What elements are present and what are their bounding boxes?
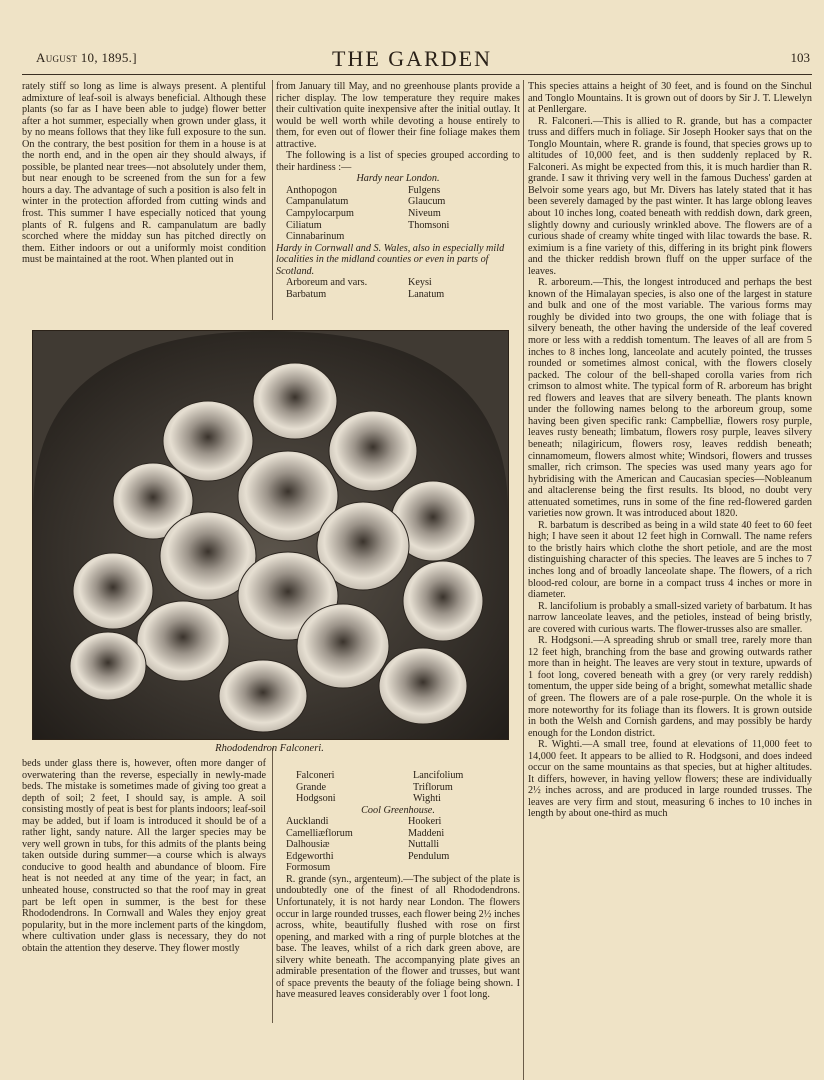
list-item: Maddeni: [408, 827, 445, 839]
list-heading: Hardy in Cornwall and S. Wales, also in especially mild localities in the midland counties or even in parts of Scotland.: [276, 242, 505, 277]
species-list: [276, 770, 520, 805]
list-item: Campylocarpum: [286, 208, 354, 220]
list-item: Formosum: [286, 862, 331, 874]
page-number: 103: [790, 50, 810, 65]
paragraph: R. arboreum.—This, the longest introduced and perhaps the best known of the Himalayan species, is also one of the largest in stature and bulk and one of the most variable. The various forms may roughly be divided into two groups, the one with foliage that is silvery beneath, the other having the underside of the leaf covered more or less with a reddish tomentum. The leaves of all are from 5 inches to 8 inches long, lanceolate and acutely pointed, the trusses rounded or sometimes almost conical, with the flowers closely packed. The colour of the bell-shaped corolla varies from rich crimson to almost white. The typical form of R. arboreum has bright red flowers and leaves that are silvery beneath. The plants known under the following names belong to the arboreum group, some having been given specific rank: Campbelliæ, flowers rosy purple, leaves rusty beneath; limbatum, flowers rosy purple, leaves silvery beneath; nilagiricum, flowers rosy, leaves reddish beneath; cinnamomeum, flowers almost white; Windsori, flowers and trusses smaller, rich crimson. The species was used many years ago for hybridising with the American and Caucasian species—Nobleanum and altaclerense being the first results. Its blood, no doubt very attenuated sometimes, runs in some of the fine red-flowered garden varieties now grown. It was introduced about 1820.: [528, 277, 812, 520]
list-item: Keysi: [408, 277, 432, 289]
species-list: [276, 816, 520, 874]
list-item: Lanatum: [408, 288, 445, 300]
paragraph: R. Falconeri.—This is allied to R. grande, but has a compacter truss and differs much in foliage. Sir Joseph Hooker says that on the Tonglo Mountain, where R. grande is found, that species grows up to altitudes of 10,000 feet, and is then suddenly replaced by R. Falconeri. As might be expected from this, it is much hardier than R. grande. I saw it thriving very well in the famous Duchess' garden at Belvoir some years ago, but Mr. Divers has lately stated that it has been severely damaged by the past winter. It has large oblong leaves about 10 inches long, coated beneath with reddish down, dark green, slightly downy and curiously wrinkled above. The flowers are of a curious shade of creamy white tinged with lilac towards the base. R. eximium is a fine variety of this, differing in its bright pink flowers and the thicker reddish brown fluff on the upper surface of the leaves.: [528, 115, 812, 277]
list-item: Grande: [296, 781, 326, 793]
header-rule: [22, 74, 812, 75]
column-2-bottom: [276, 770, 520, 1001]
list-heading: Cool Greenhouse.: [361, 804, 435, 816]
paragraph: The following is a list of species grouped according to their hardiness :—: [276, 150, 520, 173]
column-divider: [272, 80, 273, 320]
column-2-top: [276, 81, 520, 300]
list-item: Edgeworthi: [286, 850, 334, 862]
list-item: Fulgens: [408, 184, 441, 196]
list-item: [398, 231, 520, 243]
list-item: Aucklandi: [286, 816, 329, 828]
list-item: Niveum: [408, 208, 441, 220]
list-item: Camelliæflorum: [286, 827, 353, 839]
list-item: Wighti: [413, 793, 441, 805]
list-item: Anthopogon: [286, 184, 337, 196]
list-item: Nuttalli: [408, 839, 440, 851]
paragraph: rately stiff so long as lime is always present. A plentiful admixture of leaf-soil is always beneficial. Although these plants (so far as I have been able to judge) flower better after a hot summer, especially when grown under glass, it by no means follows that they like full exposure to the sun. On the contrary, the best position for them in a house is at the north end, and in the open air they should always, if possible, be planted near trees—not absolutely under them, but near enough to be screened from the sun for a few hours a day. The advantage of such a position is also felt in winter in the protection afforded from cutting winds and frost. This summer I have especially noticed that young plants of R. fulgens and R. campanulatum are badly scorched where the midday sun has pitched directly on them. Either indoors or out a uniformly moist condition must be maintained at the root. When planted out in: [22, 81, 266, 266]
issue-date: August 10, 1895.]: [36, 50, 137, 65]
paragraph: R. barbatum is described as being in a wild state 40 feet to 60 feet high; I have seen it about 12 feet high in Cornwall. The name refers to the bristly hairs which clothe the short petiole, and are the most distinguishing character of this species. The leaves are 5 inches to 7 inches long and of broadly lanceolate shape. The flowers, of a rich blood-red colour, are borne in a compact truss 4 inches or more in diameter.: [528, 519, 812, 601]
list-heading: Hardy near London.: [356, 173, 440, 185]
paragraph: R. lancifolium is probably a small-sized variety of barbatum. It has narrow lanceolate leaves, and the petioles, instead of being bristly, are covered with curious warts. The flower-trusses also are smaller.: [528, 600, 812, 635]
paragraph: R. Hodgsoni.—A spreading shrub or small tree, rarely more than 12 feet high, branching from the base and growing outwards rather more than in height. The leaves are very stout in texture, upwards of 1 foot long, covered beneath with a grey (or very rarely reddish) tomentum, the upper side being of a bright, somewhat metallic shade of green. The flowers are of a pale rose-purple. On the whole it is more noteworthy for its foliage than its flowers. It is grown outside in both the Welsh and Cornish gardens, and may possibly be hardy enough for the London district.: [528, 635, 812, 739]
column-divider: [523, 80, 524, 1080]
paragraph: R. grande (syn., argenteum).—The subject of the plate is undoubtedly one of the finest of all Rhododendrons. Unfortunately, it is not hardy near London. The flowers occur in large rounded trusses, each flower being 2½ inches across, white, beautifully flushed with rose on first opening, and marked with a ring of purple blotches at the base. The leaves, whilst of a rich dark green above, are silvery white beneath. The accompanying plate gives an admirable presentation of the flower and trusses, but want of space prevents the beauty of the foliage being shown. I have measured leaves considerably over 1 foot long.: [276, 873, 520, 1001]
list-item: Lancifolium: [413, 770, 464, 781]
paragraph: from January till May, and no greenhouse plants provide a richer display. The low temperature they require makes their cultivation quite inexpensive after the initial outlay. It would be well worth while devoting a house entirely to them, for even out of flower their fine foliage makes them attractive.: [276, 81, 520, 150]
figure-caption: Rhododendron Falconeri.: [215, 743, 324, 754]
list-item: Hodgsoni: [296, 793, 336, 805]
column-1-bottom: [22, 758, 266, 954]
paragraph: R. Wighti.—A small tree, found at elevations of 11,000 feet to 14,000 feet. It appears to be allied to R. Hodgsoni, and does indeed occur on the same mountains as that species, but at higher altitudes. It differs, however, in having yellow flowers; these are individually 2½ inches across, and are produced in large rounded trusses. The leaves are very firm and stout, measuring 6 inches to 10 inches in length by about one-third as much: [528, 739, 812, 820]
column-1-top: [22, 81, 266, 266]
page-header: [0, 0, 824, 80]
list-item: Glaucum: [408, 196, 446, 208]
column-divider: [272, 748, 273, 1023]
list-item: Falconeri: [296, 770, 335, 781]
list-item: Cinnabarinum: [286, 231, 345, 243]
column-3: [528, 81, 812, 820]
journal-title: THE GARDEN: [332, 46, 492, 71]
list-item: Pendulum: [408, 850, 450, 862]
species-list: [276, 277, 520, 300]
list-item: [398, 862, 520, 874]
paragraph: beds under glass there is, however, often more danger of overwatering than the reverse, especially in newly-made beds. The mistake is sometimes made of giving too great a depth of soil; 2 feet, I should say, is ample. A soil consisting mostly of peat is best for plants indoors; leaf-soil may be added, but if loam is introduced it should be of a rather light, sandy nature. All the larger species may be very well grown in tubs, for this admits of the plants being taken outside during summer—a course which is always conducive to good health and abundance of bloom. Fire heat is not needed at any time of the year; in fact, an unheated house, constructed so that the roof may in great part be left open in summer, is the best for these Rhododendrons. In Cornwall and Wales they enjoy great popularity, but in the more inclement parts of the kingdom, where cultivation under glass is necessary, they do not obtain the attention they deserve. They flower mostly: [22, 758, 266, 954]
list-item: Barbatum: [286, 288, 327, 300]
flower-illustration: [32, 330, 509, 740]
list-item: Ciliatum: [286, 219, 322, 231]
list-item: Dalhousiæ: [286, 839, 330, 851]
rhododendron-engraving: [33, 331, 508, 739]
list-item: Triflorum: [413, 781, 453, 793]
list-item: Campanulatum: [286, 196, 349, 208]
list-item: Arboreum and vars.: [286, 277, 368, 289]
list-item: Hookeri: [408, 816, 442, 828]
paragraph: This species attains a height of 30 feet, and is found on the Sinchul and Tonglo Mountains. It is grown out of doors by Sir J. T. Llewelyn at Penllergare.: [528, 81, 812, 116]
species-list: [276, 185, 520, 243]
list-item: Thomsoni: [408, 219, 450, 231]
